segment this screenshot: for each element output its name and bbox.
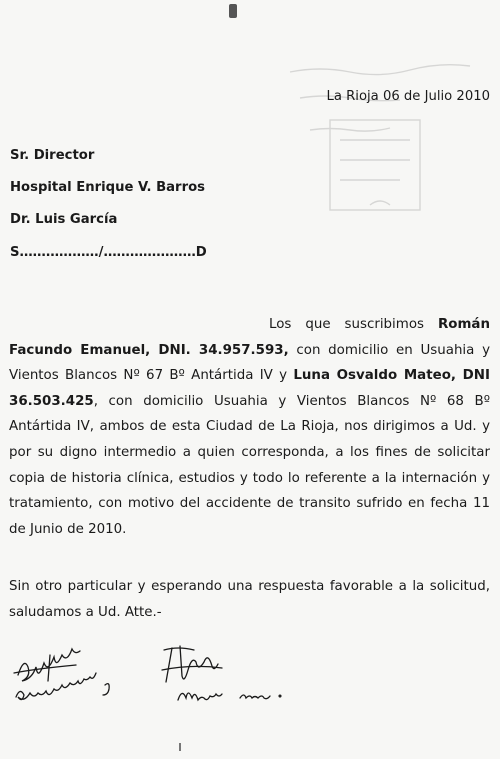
staple-mark bbox=[229, 4, 237, 18]
body-paragraph-2: Sin otro particular y esperando una respuesta favorable a la solicitud, saludamos a Ud. Atte.- bbox=[9, 579, 490, 620]
body-lead: Los que suscribimos bbox=[269, 317, 424, 332]
body-paragraph-1 bbox=[9, 312, 490, 542]
signature-roman bbox=[10, 645, 125, 710]
recipient-salutation: S………………/…………………D bbox=[10, 245, 207, 260]
signer-2-identity: Luna Osvaldo Mateo, DNI 36.503.425 bbox=[9, 368, 490, 409]
recipient-institution: Hospital Enrique V. Barros bbox=[10, 180, 205, 195]
body-request: , con domicilio Usuahia y Vientos Blancos Nº 68 Bº Antártida IV, ambos de esta Ciudad de La Rioja, nos dirigimos a Ud. y por su digno intermedio a quien corresponda, a los fines de solicitar copia de historia clínica, estudios y todo lo referente a la internación y tratamiento, con motivo del accidente de transito sufrido en fecha 11 de Junio de 2010. bbox=[9, 393, 490, 537]
recipient-name: Dr. Luis García bbox=[10, 212, 118, 227]
signature-luna bbox=[158, 640, 288, 710]
signer-1-identity: Román Facundo Emanuel, DNI. 34.957.593, bbox=[9, 317, 491, 358]
recipient-title: Sr. Director bbox=[10, 148, 95, 163]
scan-mark bbox=[179, 743, 181, 751]
body-domicile-1: con domicilio en Usuahia y Vientos Blancos Nº 67 Bº Antártida IV y bbox=[9, 342, 490, 384]
place-date: La Rioja 06 de Julio 2010 bbox=[326, 89, 490, 104]
bleed-through-stamp bbox=[270, 40, 490, 240]
